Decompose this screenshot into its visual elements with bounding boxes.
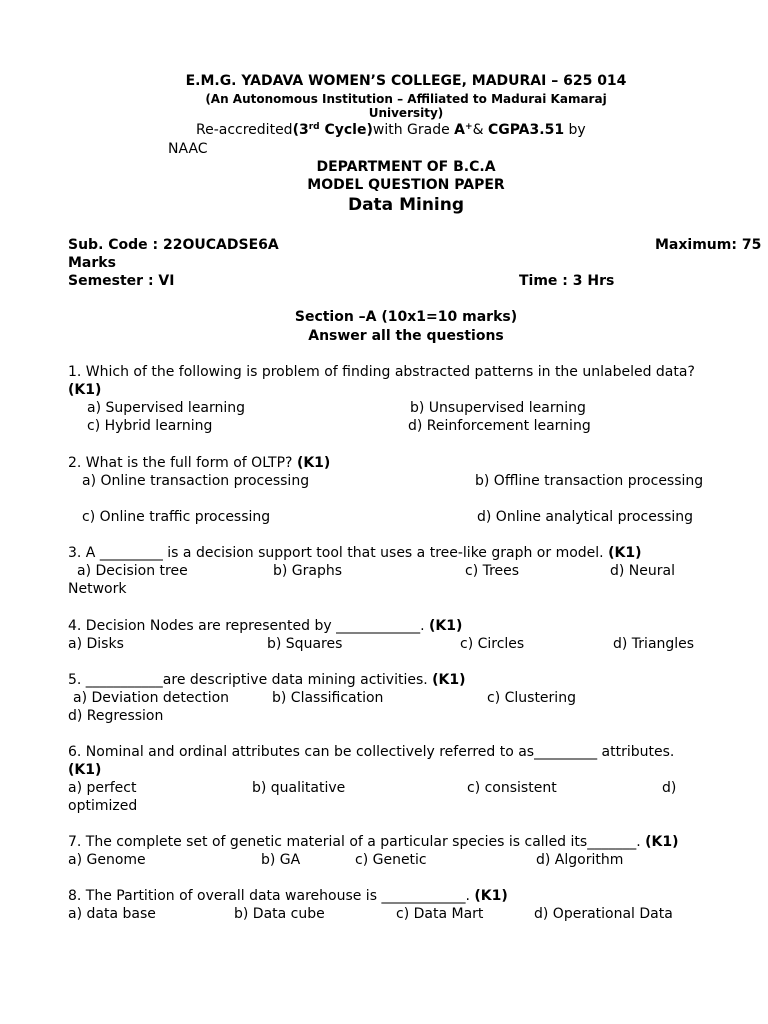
time-allowed: Time : 3 Hrs	[519, 273, 615, 289]
autonomous-line-2: University)	[368, 106, 444, 120]
question-4-knowledge-level: (K1)	[429, 618, 463, 634]
maximum-marks: Maximum: 75	[655, 237, 762, 253]
question-6-option-d-cont: optimized	[68, 798, 138, 814]
question-2-option-c: c) Online traffic processing	[82, 509, 271, 525]
question-5-option-a: a) Deviation detection	[73, 690, 230, 706]
grade-value: A	[454, 122, 466, 138]
question-7-option-c: c) Genetic	[355, 852, 427, 868]
question-6-option-c: c) consistent	[467, 780, 557, 796]
department-title: DEPARTMENT OF B.C.A	[316, 159, 496, 175]
accreditation-line	[196, 121, 586, 139]
question-2-option-a: a) Online transaction processing	[82, 473, 310, 489]
question-1-text: 1. Which of the following is problem of finding abstracted patterns in the unlabeled data?	[68, 364, 695, 380]
cycle-superscript: rd	[308, 122, 320, 132]
question-7-text: 7. The complete set of genetic material of a particular species is called its_______.	[68, 834, 646, 850]
question-4-option-a: a) Disks	[68, 636, 124, 652]
section-title: Section –A (10x1=10 marks)	[294, 309, 518, 325]
question-2-knowledge-level: (K1)	[296, 455, 331, 471]
question-1-option-b: b) Unsupervised learning	[410, 400, 586, 416]
question-1-option-d: d) Reinforcement learning	[408, 418, 591, 434]
reaccredited-label: Re-accredited	[196, 122, 293, 138]
cycle-label: Cycle)	[319, 122, 373, 138]
question-5-option-b: b) Classification	[272, 690, 384, 706]
question-8-option-a: a) data base	[68, 906, 156, 922]
question-7	[68, 833, 679, 851]
by-label: by	[564, 122, 586, 138]
question-3-knowledge-level: (K1)	[608, 545, 642, 561]
question-6-option-a: a) perfect	[68, 780, 137, 796]
question-6-text: 6. Nominal and ordinal attributes can be collectively referred to as_________ attributes.	[68, 744, 675, 760]
question-2-option-d: d) Online analytical processing	[477, 509, 694, 525]
question-8	[68, 887, 508, 905]
question-5-text: 5. ___________are descriptive data mining activities.	[68, 672, 433, 688]
question-7-option-b: b) GA	[261, 852, 301, 868]
sub-code: Sub. Code : 22OUCADSE6A	[68, 237, 279, 253]
question-4-option-c: c) Circles	[460, 636, 525, 652]
question-3-text: 3. A _________ is a decision support tool that uses a tree-like graph or model.	[68, 545, 609, 561]
cgpa-value: CGPA3.51	[487, 122, 565, 138]
grade-superscript: +	[465, 122, 473, 132]
question-5	[68, 671, 466, 689]
question-4	[68, 617, 462, 635]
question-7-option-d: d) Algorithm	[536, 852, 624, 868]
question-8-option-d: d) Operational Data	[534, 906, 673, 922]
question-4-option-b: b) Squares	[267, 636, 343, 652]
question-3-option-d-cont: Network	[68, 581, 127, 597]
question-6-knowledge-level: (K1)	[68, 762, 102, 778]
question-1-option-a: a) Supervised learning	[87, 400, 246, 416]
question-8-knowledge-level: (K1)	[474, 888, 508, 904]
section-instruction: Answer all the questions	[308, 328, 504, 344]
paper-type: MODEL QUESTION PAPER	[307, 177, 505, 193]
question-7-knowledge-level: (K1)	[645, 834, 679, 850]
question-2	[68, 454, 330, 472]
question-3-option-d: d) Neural	[610, 563, 675, 579]
question-4-option-d: d) Triangles	[613, 636, 695, 652]
question-3-option-a: a) Decision tree	[77, 563, 188, 579]
subject-title: Data Mining	[347, 195, 465, 215]
ampersand: &	[472, 122, 488, 138]
question-2-text: 2. What is the full form of OLTP?	[68, 455, 297, 471]
question-4-text: 4. Decision Nodes are represented by ____________.	[68, 618, 429, 634]
marks-label: Marks	[68, 255, 116, 271]
question-8-option-b: b) Data cube	[234, 906, 325, 922]
autonomous-line-1: (An Autonomous Institution – Affiliated to Madurai Kamaraj	[205, 92, 607, 106]
question-5-knowledge-level: (K1)	[432, 672, 466, 688]
cycle-number: (3	[292, 122, 309, 138]
question-7-option-a: a) Genome	[68, 852, 146, 868]
question-3-option-b: b) Graphs	[273, 563, 343, 579]
question-6-option-d: d)	[662, 780, 677, 796]
grade-label: with Grade	[372, 122, 455, 138]
question-5-option-c: c) Clustering	[487, 690, 576, 706]
question-1-knowledge-level: (K1)	[68, 382, 102, 398]
question-1-option-c: c) Hybrid learning	[87, 418, 213, 434]
college-name: E.M.G. YADAVA WOMEN’S COLLEGE, MADURAI – 625 014	[185, 73, 627, 89]
question-5-option-d: d) Regression	[68, 708, 164, 724]
semester: Semester : VI	[68, 273, 175, 289]
question-3-option-c: c) Trees	[465, 563, 520, 579]
question-8-text: 8. The Partition of overall data warehouse is ____________.	[68, 888, 475, 904]
question-6-option-b: b) qualitative	[252, 780, 346, 796]
question-3	[68, 544, 641, 562]
naac-label: NAAC	[168, 141, 208, 157]
question-2-option-b: b) Offline transaction processing	[475, 473, 704, 489]
question-8-option-c: c) Data Mart	[396, 906, 484, 922]
